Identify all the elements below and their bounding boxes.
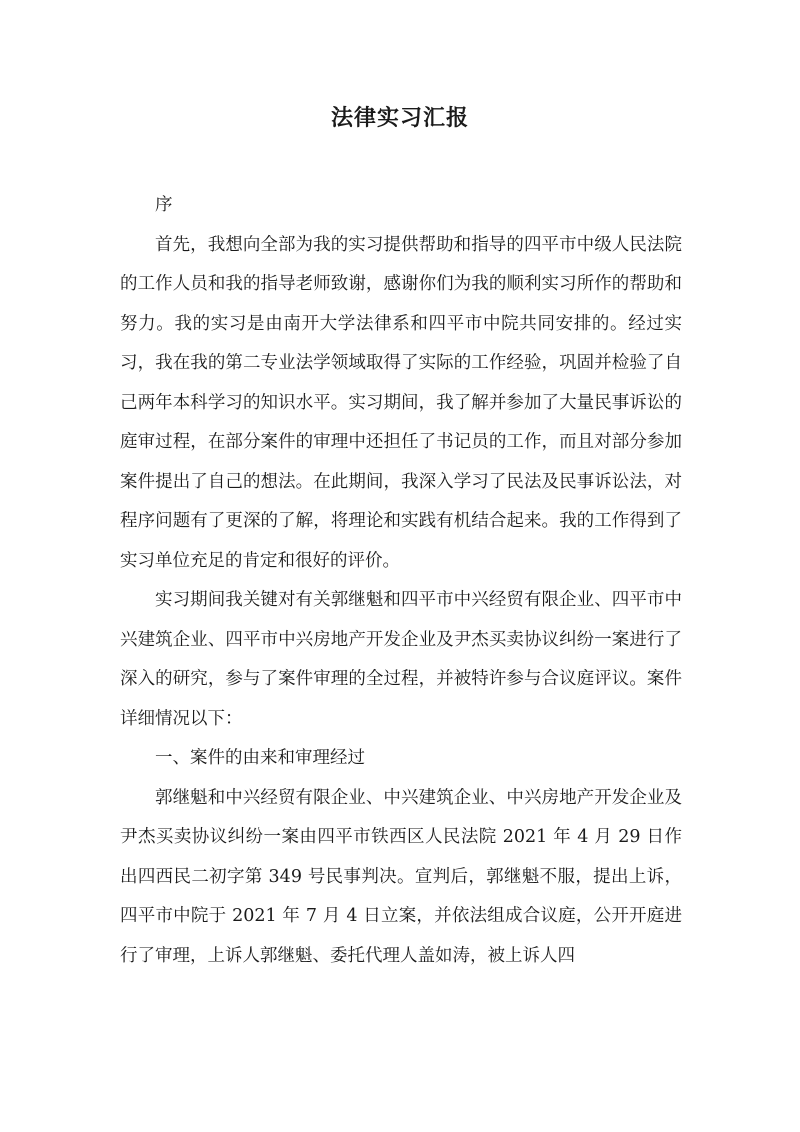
paragraph-case-details: 郭继魁和中兴经贸有限企业、中兴建筑企业、中兴房地产开发企业及尹杰买卖协议纠纷一案由四平市铁西区人民法院 2021 年 4 月 29 日作出四西民二初字第 349 号民事判决。宣判后，郭继魁不服，提出上诉，四平市中院于 2021 年 7 月 4 日立案，并依法组成合议庭，公开开庭进行了审理，上诉人郭继魁、委托代理人盖如涛，被上诉人四 <box>120 787 682 966</box>
paragraph-acknowledgement: 首先，我想向全部为我的实习提供帮助和指导的四平市中级人民法院的工作人员和我的指导老师致谢，感谢你们为我的顺利实习所作的帮助和努力。我的实习是由南开大学法律系和四平市中院共同安排的。经过实习，我在我的第二专业法学领域取得了实际的工作经验，巩固并检验了自己两年本科学习的知识水平。实习期间，我了解并参加了大量民事诉讼的庭审过程，在部分案件的审理中还担任了书记员的工作，而且对部分参加案件提出了自己的想法。在此期间，我深入学习了民法及民事诉讼法，对程序问题有了更深的了解，将理论和实践有机结合起来。我的工作得到了实习单位充足的肯定和很好的评价。 <box>120 234 682 571</box>
paragraph-case-overview: 实习期间我关键对有关郭继魁和四平市中兴经贸有限企业、四平市中兴建筑企业、四平市中兴房地产开发企业及尹杰买卖协议纠纷一案进行了深入的研究，参与了案件审理的全过程，并被特许参与合议庭评议。案件详细情况以下： <box>120 590 682 729</box>
document-body <box>120 186 682 976</box>
preface-heading: 序 <box>155 195 173 215</box>
document-title: 法律实习汇报 <box>330 105 469 131</box>
section-heading-case-origin: 一、案件的由来和审理经过 <box>155 748 365 768</box>
